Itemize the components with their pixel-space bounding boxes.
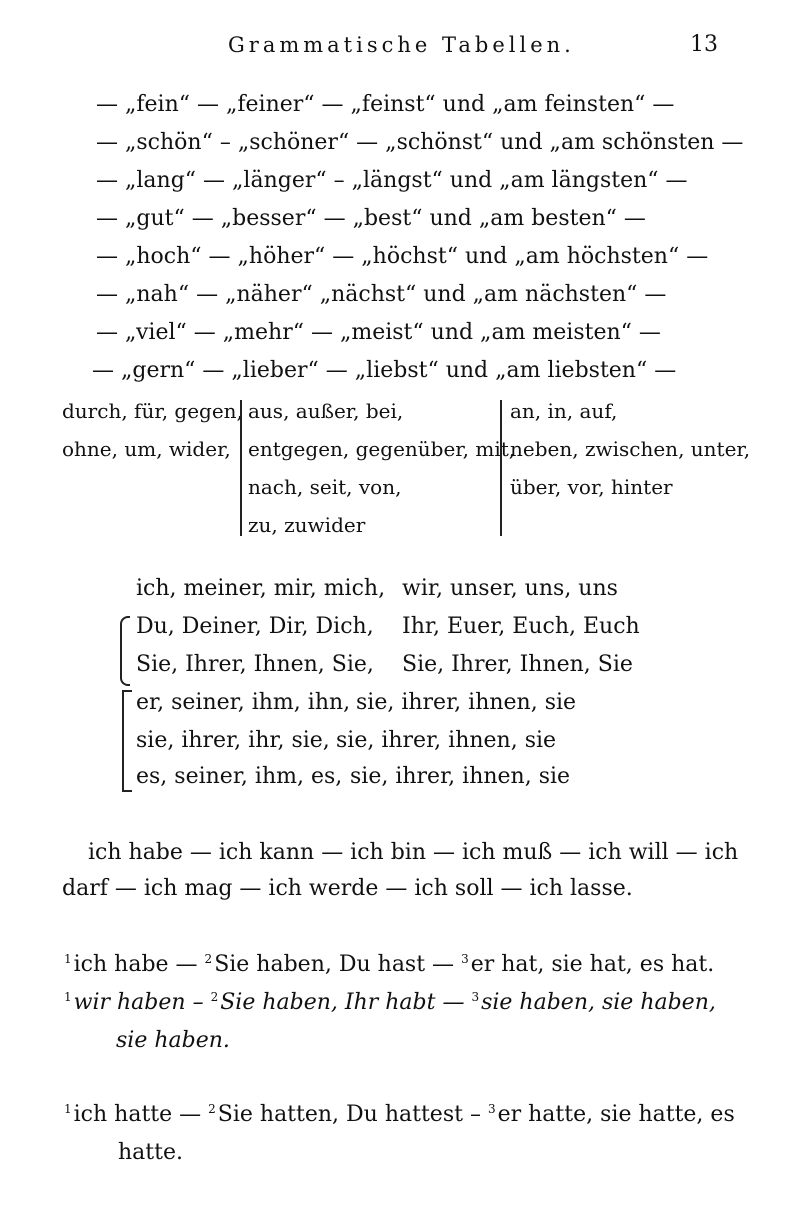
person-number: 3 [487, 1102, 496, 1116]
person-number: 1 [64, 952, 72, 966]
preposition-col3-line: über, vor, hinter [510, 475, 673, 499]
column-divider [240, 400, 242, 536]
form: sie haben, sie haben, [481, 990, 716, 1015]
comparison-line: — „gern“ — „lieber“ — „liebst“ und „am liebsten“ — [92, 358, 677, 383]
conjugation-haben-continuation: sie haben. [116, 1028, 230, 1053]
pronoun-plural: sie, ihrer, ihnen, sie [336, 728, 557, 753]
comparison-line: — „nah“ — „näher“ „nächst“ und „am nächsten“ — [96, 282, 667, 307]
pronoun-singular: ich, meiner, mir, mich, [136, 576, 386, 601]
conjugation-haben-singular [64, 952, 714, 980]
pronoun-singular: es, seiner, ihm, es, [136, 764, 343, 789]
form: ich habe — [73, 952, 198, 977]
comparison-line: — „gut“ — „besser“ — „best“ und „am besten“ — [96, 206, 646, 231]
comparison-line: — „lang“ — „länger“ – „längst“ und „am längsten“ — [96, 168, 688, 193]
pronoun-singular: er, seiner, ihm, ihn, [136, 690, 351, 715]
preposition-col1-line: durch, für, gegen, [62, 399, 243, 423]
person-number: 3 [461, 952, 469, 966]
person-number: 3 [471, 990, 480, 1004]
modal-verbs-line: darf — ich mag — ich werde — ich soll — ich lasse. [62, 876, 633, 901]
pronoun-plural: Sie, Ihrer, Ihnen, Sie [402, 652, 633, 677]
pronoun-singular: sie, ihrer, ihr, sie, [136, 728, 330, 753]
person-number: 2 [204, 952, 213, 966]
form: Sie haben, Ihr habt — [220, 990, 465, 1015]
third-person-bracket [122, 690, 132, 792]
pronoun-plural: sie, ihrer, ihnen, sie [350, 764, 571, 789]
conjugation-haben-plural [64, 990, 716, 1018]
pronoun-plural: Ihr, Euer, Euch, Euch [402, 614, 640, 639]
preposition-col2-line: nach, seit, von, [248, 475, 402, 499]
modal-verbs-line: ich habe — ich kann — ich bin — ich muß — ich will — ich [88, 840, 739, 865]
conjugation-hatte-continuation: hatte. [118, 1140, 183, 1165]
preposition-col3-line: neben, zwischen, unter, [510, 437, 751, 461]
comparison-line: — „hoch“ — „höher“ — „höchst“ und „am höchsten“ — [96, 244, 709, 269]
form: wir haben – [73, 990, 204, 1015]
pronoun-plural: sie, ihrer, ihnen, sie [356, 690, 577, 715]
comparison-line: — „schön“ – „schöner“ — „schönst“ und „am schönsten — [96, 130, 744, 155]
person-number: 1 [64, 990, 72, 1004]
preposition-col2-line: aus, außer, bei, [248, 399, 404, 423]
preposition-col3-line: an, in, auf, [510, 399, 618, 423]
formal-informal-bracket [120, 616, 130, 686]
form: Sie haben, Du hast — [214, 952, 455, 977]
person-number: 2 [210, 990, 219, 1004]
running-title: Grammatische Tabellen. [228, 33, 575, 57]
form: er hatte, sie hatte, es [497, 1102, 735, 1127]
comparison-line: — „viel“ — „mehr“ — „meist“ und „am meisten“ — [96, 320, 661, 345]
comparison-line: — „fein“ — „feiner“ — „feinst“ und „am feinsten“ — [96, 92, 675, 117]
pronoun-singular: Sie, Ihrer, Ihnen, Sie, [136, 652, 374, 677]
form: ich hatte — [73, 1102, 202, 1127]
person-number: 1 [64, 1102, 72, 1116]
preposition-col1-line: ohne, um, wider, [62, 437, 231, 461]
conjugation-hatte [64, 1102, 735, 1130]
person-number: 2 [208, 1102, 216, 1116]
preposition-col2-line: zu, zuwider [248, 513, 366, 537]
form: er hat, sie hat, es hat. [470, 952, 715, 977]
pronoun-singular: Du, Deiner, Dir, Dich, [136, 614, 374, 639]
preposition-col2-line: entgegen, gegenüber, mit, [248, 437, 516, 461]
form: Sie hatten, Du hattest – [217, 1102, 481, 1127]
pronoun-plural: wir, unser, uns, uns [402, 576, 618, 601]
column-divider [500, 400, 502, 536]
page-number: 13 [690, 32, 718, 57]
